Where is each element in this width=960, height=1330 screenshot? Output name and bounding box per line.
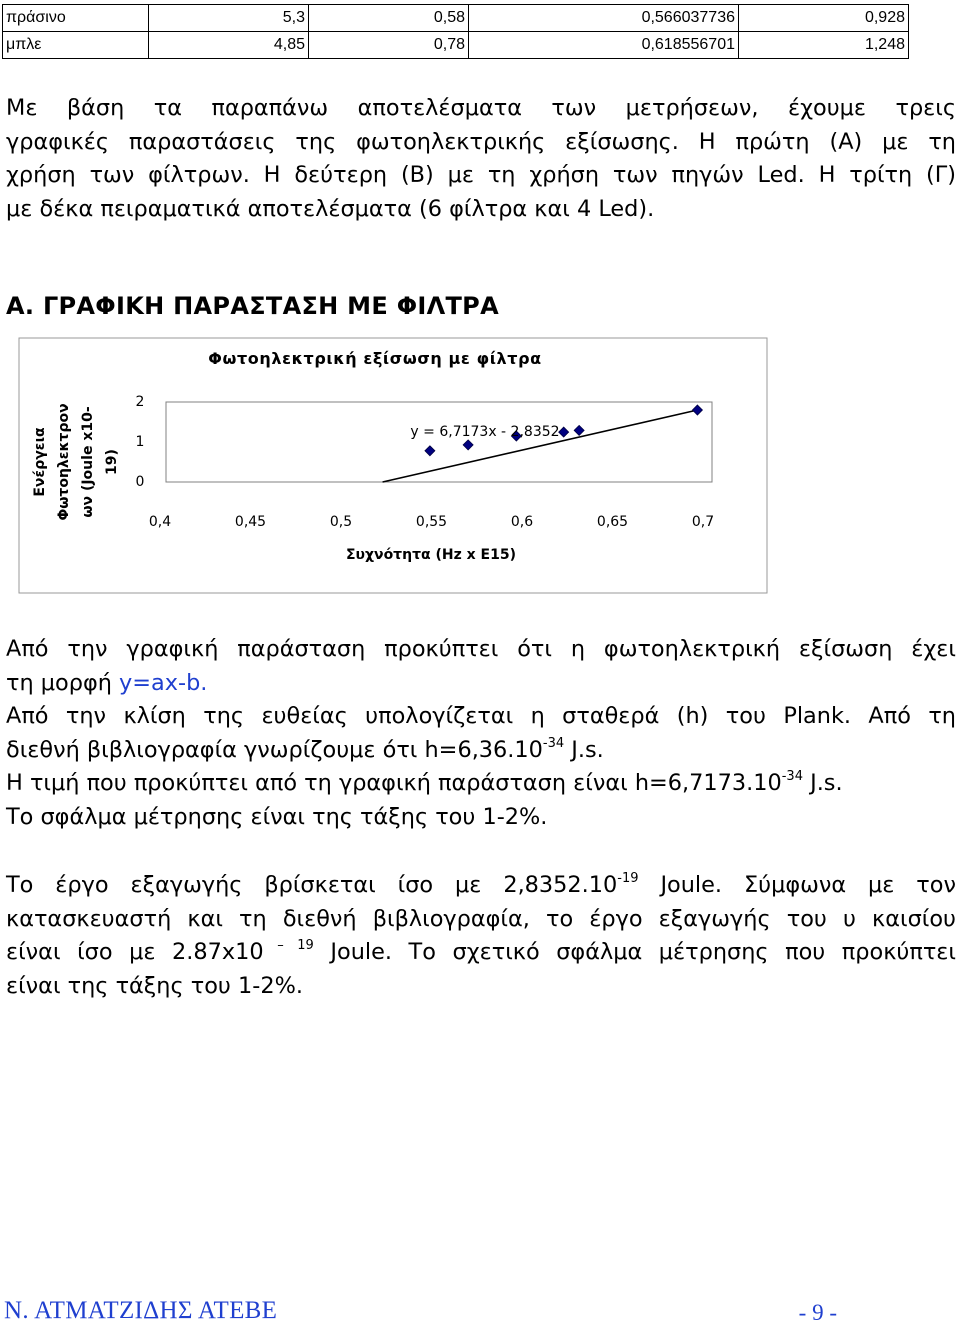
section-heading: Α. ΓΡΑΦΙΚΗ ΠΑΡΑΣΤΑΣΗ ΜΕ ΦΙΛΤΡΑ bbox=[6, 292, 499, 320]
exponent: -34 bbox=[542, 735, 565, 751]
formula-text: y=ax-b. bbox=[119, 669, 208, 696]
body-line bbox=[6, 767, 956, 801]
data-table bbox=[2, 4, 909, 59]
body-line: Από την γραφική παράσταση προκύπτει ότι η φωτοηλεκτρική εξίσωση έχει bbox=[6, 636, 956, 662]
table-cell: πράσινο bbox=[3, 5, 149, 32]
x-tick-label: 0,6 bbox=[510, 514, 534, 530]
body-text: J.s. bbox=[802, 770, 843, 796]
exponent: -19 bbox=[617, 871, 639, 886]
body-line: Από την κλίση της ευθείας υπολογίζεται η σταθερά (h) του Plank. Από τη bbox=[6, 703, 956, 729]
y-axis-label-line: 19) bbox=[104, 449, 120, 475]
body-line: κατασκευαστή και τη διεθνή βιβλιογραφία, το έργο εξαγωγής του υ καισίου bbox=[6, 905, 956, 932]
body-line: είναι της τάξης του 1-2%. bbox=[6, 972, 303, 999]
table-cell: 4,85 bbox=[149, 32, 309, 59]
intro-line: χρήση των φίλτρων. Η δεύτερη (Β) με τη χρήση των πηγών Led. Η τρίτη (Γ) bbox=[6, 162, 956, 188]
table-cell: 0,566037736 bbox=[469, 5, 739, 32]
body-text: Το έργο εξαγωγής βρίσκεται ίσο με 2,8352.10 bbox=[6, 872, 618, 898]
x-tick-label: 0,65 bbox=[596, 514, 629, 530]
footer-page-number: - 9 - bbox=[798, 1300, 837, 1325]
intro-line: γραφικές παραστάσεις της φωτοηλεκτρικής εξίσωσης. Η πρώτη (Α) με τη bbox=[6, 128, 956, 155]
y-tick-label: 1 bbox=[135, 434, 145, 450]
chart-title: Φωτοηλεκτρική εξίσωση με φίλτρα bbox=[208, 349, 542, 368]
work-function-paragraph bbox=[6, 869, 956, 1003]
plot-area bbox=[166, 402, 712, 482]
body-text: τη μορφή bbox=[6, 669, 120, 696]
trendline-equation: y = 6,7173x - 2,8352 bbox=[410, 424, 560, 440]
table-row bbox=[3, 32, 909, 59]
exponent: – 19 bbox=[263, 938, 314, 953]
y-axis-label-line: Φωτοηλεκτρον bbox=[56, 403, 72, 521]
exponent: -34 bbox=[781, 769, 803, 784]
x-tick-label: 0,4 bbox=[148, 514, 172, 530]
result-paragraph bbox=[6, 633, 956, 834]
body-line bbox=[6, 667, 956, 701]
x-tick-label: 0,5 bbox=[329, 514, 353, 530]
body-text: J.s. bbox=[564, 736, 604, 763]
table-cell: 0,58 bbox=[309, 5, 469, 32]
y-tick-labels bbox=[136, 394, 145, 490]
photoelectric-chart bbox=[0, 330, 960, 594]
y-axis-label-line: Ενέργεια bbox=[32, 427, 48, 497]
body-text: Η τιμή που προκύπτει από τη γραφική παράσταση είναι h=6,7173.10 bbox=[6, 770, 782, 796]
body-line: Το σφάλμα μέτρησης είναι της τάξης του 1-2%. bbox=[6, 803, 548, 830]
body-line bbox=[6, 936, 956, 970]
table-row bbox=[3, 5, 909, 32]
footer-author: Ν. ΑΤΜΑΤΖΙΔΗΣ ΑΤΕΒΕ bbox=[4, 1297, 278, 1324]
intro-line: Με βάση τα παραπάνω αποτελέσματα των μετρήσεων, έχουμε τρεις bbox=[6, 95, 956, 121]
intro-paragraph bbox=[6, 92, 956, 226]
y-axis-label-line: ων (Joule x10- bbox=[80, 406, 96, 518]
x-tick-label: 0,55 bbox=[415, 514, 448, 530]
body-line bbox=[6, 734, 956, 768]
intro-line: με δέκα πειραματικά αποτελέσματα (6 φίλτρα και 4 Led). bbox=[6, 195, 655, 222]
y-tick-label: 0 bbox=[135, 474, 145, 490]
x-axis-label: Συχνότητα (Hz x E15) bbox=[345, 547, 517, 563]
body-text: είναι ίσο με 2.87x10 bbox=[6, 939, 264, 965]
body-text: Joule. Το σχετικό σφάλμα μέτρησης που προκύπτει bbox=[313, 939, 956, 965]
y-tick-label: 2 bbox=[135, 394, 145, 410]
table-cell: 5,3 bbox=[149, 5, 309, 32]
table-cell: μπλε bbox=[3, 32, 149, 59]
table-cell: 1,248 bbox=[739, 32, 909, 59]
body-text: διεθνή βιβλιογραφία γνωρίζουμε ότι h=6,36.10 bbox=[6, 736, 543, 763]
body-text: Joule. Σύμφωνα με τον bbox=[638, 872, 956, 898]
x-tick-label: 0,45 bbox=[234, 514, 267, 530]
table-cell: 0,928 bbox=[739, 5, 909, 32]
body-line bbox=[6, 869, 956, 903]
x-tick-label: 0,7 bbox=[691, 514, 715, 530]
table-cell: 0,78 bbox=[309, 32, 469, 59]
table-cell: 0,618556701 bbox=[469, 32, 739, 59]
